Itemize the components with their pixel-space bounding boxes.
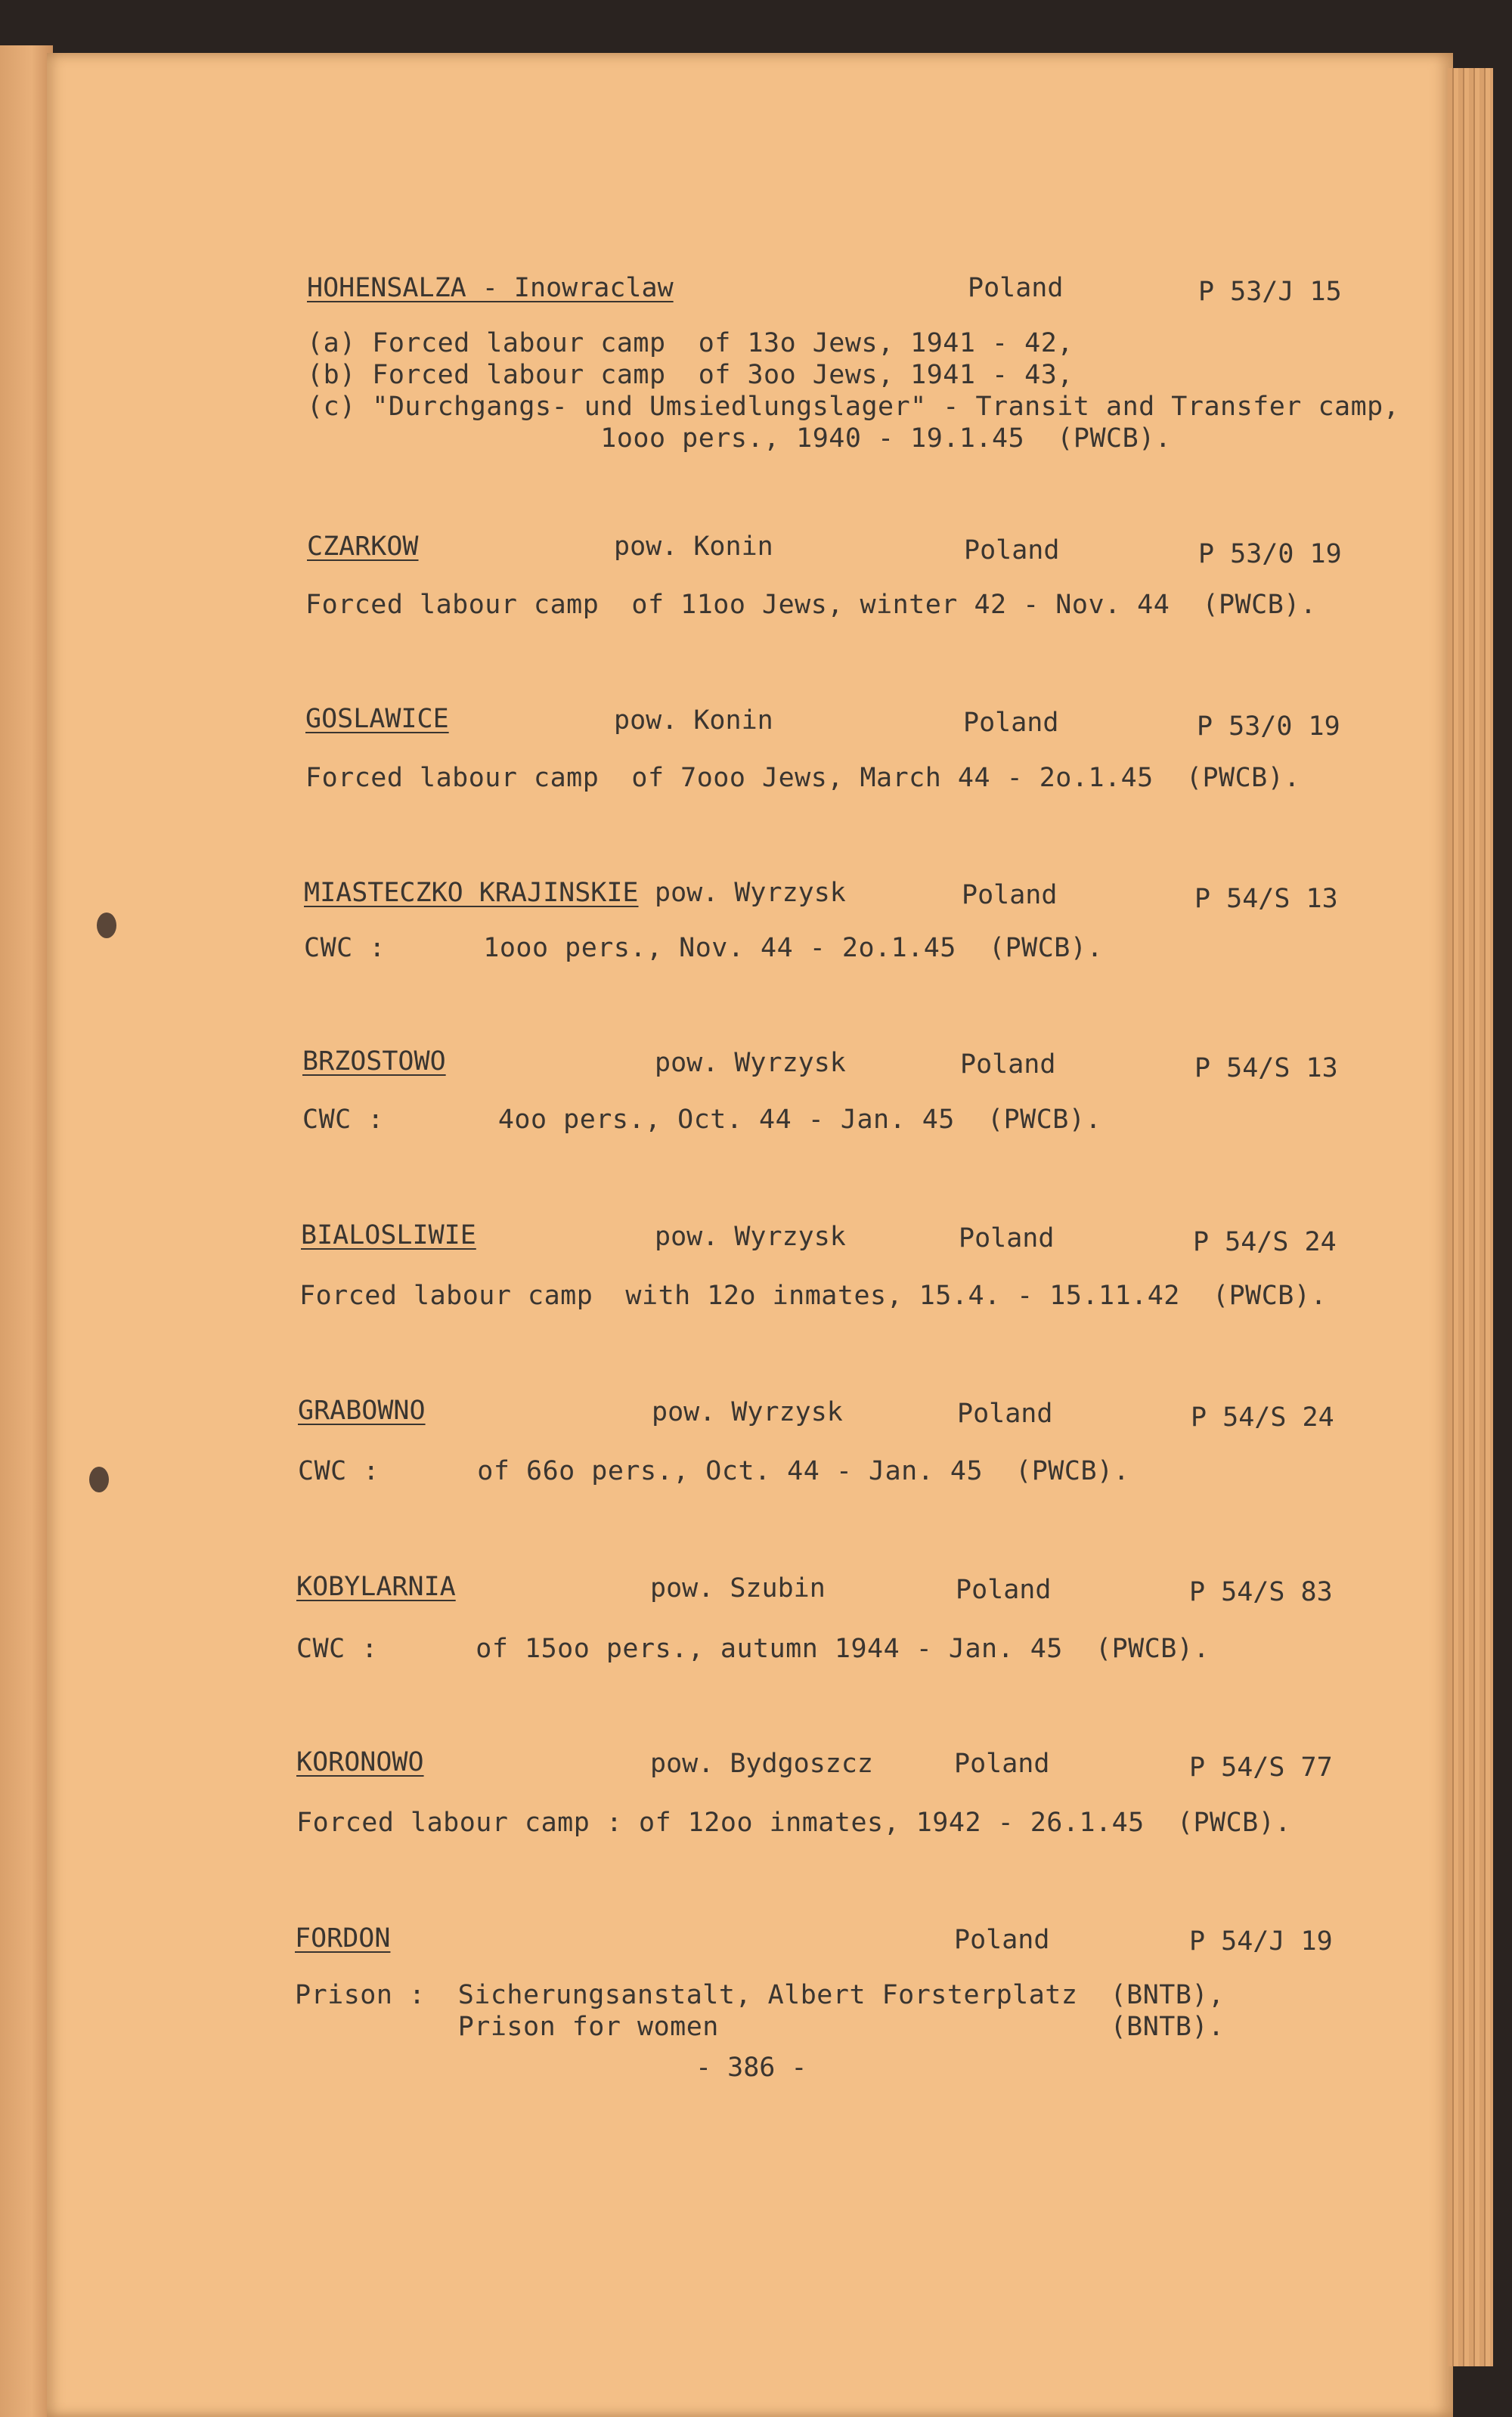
reference: P 54/S 24 (1193, 1227, 1337, 1257)
entry-line: Forced labour camp with 12o inmates, 15.4. - 15.11.42 (PWCB). (299, 1281, 1328, 1311)
entry-line: Prison for women (BNTB). (295, 2012, 1225, 2042)
place-name: KORONOWO (296, 1747, 424, 1777)
district: pow. Wyrzysk (655, 878, 846, 908)
page-stack-edge (1448, 68, 1493, 2366)
country: Poland (963, 708, 1059, 738)
reference: P 53/J 15 (1198, 277, 1342, 307)
district: pow. Szubin (650, 1573, 826, 1604)
place-name: BRZOSTOWO (302, 1046, 446, 1077)
entry-line: CWC : 1ooo pers., Nov. 44 - 2o.1.45 (PWCB). (304, 933, 1104, 963)
entry-line: (c) "Durchgangs- und Umsiedlungslager" - Transit and Transfer camp, (307, 392, 1400, 422)
reference: P 53/0 19 (1197, 711, 1340, 742)
country: Poland (960, 1049, 1056, 1080)
district: pow. Konin (614, 531, 773, 562)
country: Poland (957, 1399, 1053, 1429)
reference: P 54/S 77 (1189, 1752, 1333, 1783)
punch-hole (97, 913, 116, 938)
place-name: HOHENSALZA - Inowraclaw (307, 273, 674, 303)
district: pow. Wyrzysk (652, 1397, 843, 1427)
reference: P 54/S 13 (1194, 884, 1338, 914)
country: Poland (968, 273, 1064, 303)
entry-line: Forced labour camp : of 12oo inmates, 1942 - 26.1.45 (PWCB). (296, 1808, 1291, 1838)
country: Poland (959, 1223, 1055, 1253)
entry-line: (b) Forced labour camp of 3oo Jews, 1941 - 43, (307, 360, 1074, 390)
place-name: GRABOWNO (298, 1396, 426, 1426)
left-page-edge (0, 45, 53, 2417)
entry-line: Forced labour camp of 11oo Jews, winter 42 - Nov. 44 (PWCB). (305, 590, 1317, 620)
entry-line: CWC : of 66o pers., Oct. 44 - Jan. 45 (PWCB). (298, 1456, 1130, 1486)
district: pow. Wyrzysk (655, 1222, 846, 1252)
entry-line: CWC : 4oo pers., Oct. 44 - Jan. 45 (PWCB). (302, 1105, 1102, 1135)
reference: P 54/S 24 (1191, 1402, 1334, 1433)
country: Poland (964, 535, 1060, 566)
place-name: GOSLAWICE (305, 704, 449, 734)
place-name: FORDON (295, 1923, 391, 1954)
country: Poland (962, 880, 1058, 910)
reference: P 54/J 19 (1189, 1926, 1333, 1957)
page-number: - 386 - (696, 2053, 807, 2083)
country: Poland (954, 1749, 1050, 1779)
entry-line: CWC : of 15oo pers., autumn 1944 - Jan. 45 (PWCB). (296, 1634, 1210, 1664)
entry-line: Prison : Sicherungsanstalt, Albert Forsterplatz (BNTB), (295, 1980, 1225, 2010)
reference: P 54/S 83 (1189, 1577, 1333, 1607)
place-name: KOBYLARNIA (296, 1572, 456, 1602)
district: pow. Bydgoszcz (650, 1749, 874, 1779)
place-name: MIASTECZKO KRAJINSKIE (304, 878, 639, 908)
entry-line: 1ooo pers., 1940 - 19.1.45 (PWCB). (307, 423, 1172, 454)
country: Poland (954, 1925, 1050, 1955)
place-name: CZARKOW (307, 531, 419, 562)
reference: P 53/0 19 (1198, 539, 1342, 569)
entry-line: (a) Forced labour camp of 13o Jews, 1941 - 42, (307, 328, 1074, 358)
place-name: BIALOSLIWIE (301, 1220, 476, 1250)
reference: P 54/S 13 (1194, 1053, 1338, 1083)
punch-hole (89, 1467, 109, 1492)
district: pow. Wyrzysk (655, 1048, 846, 1078)
country: Poland (956, 1575, 1052, 1605)
district: pow. Konin (614, 705, 773, 736)
entry-line: Forced labour camp of 7ooo Jews, March 44 - 2o.1.45 (PWCB). (305, 763, 1300, 793)
